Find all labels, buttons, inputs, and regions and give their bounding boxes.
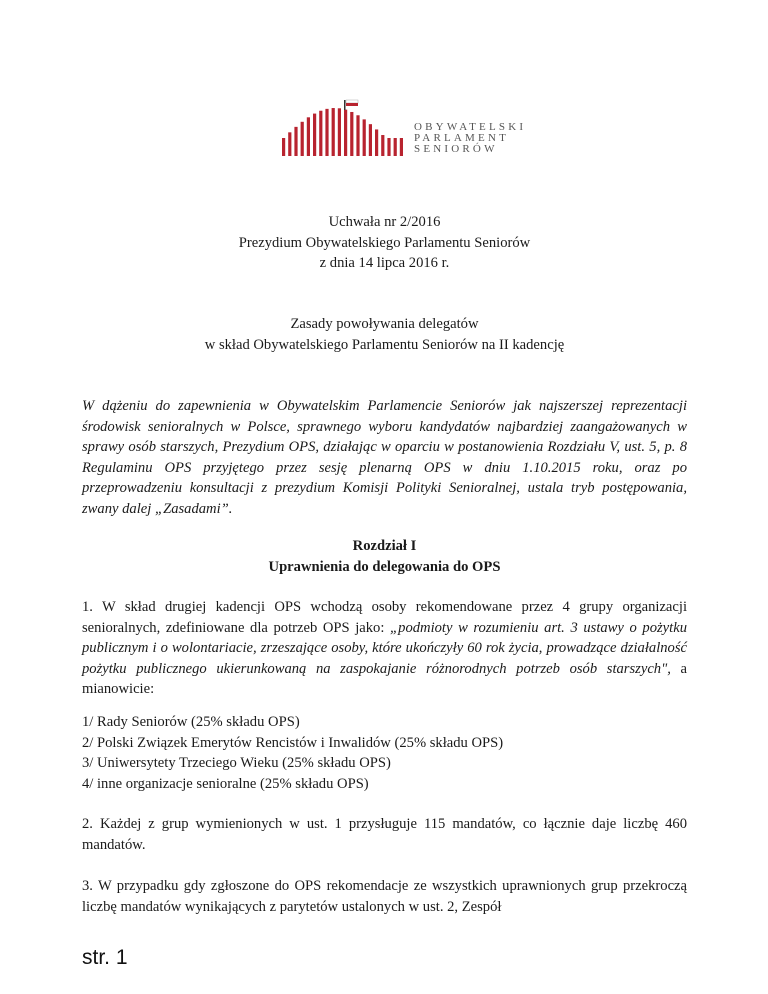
ops-logo	[280, 98, 527, 158]
page-number: str. 1	[82, 946, 128, 969]
flag-red	[346, 103, 358, 106]
logo-column	[394, 138, 397, 156]
paragraph-2: 2. Każdej z grup wymienionych w ust. 1 przysługuje 115 mandatów, co łącznie daje liczbę 460 mandatów.	[82, 816, 687, 853]
logo-column	[282, 138, 285, 156]
subject-line-2: w skład Obywatelskiego Parlamentu Seniorów na II kadencję	[204, 336, 565, 353]
resolution-header	[82, 212, 687, 274]
logo-column	[344, 110, 347, 156]
preamble: W dążeniu do zapewnienia w Obywatelskim Parlamencie Seniorów jak najszerszej reprezentacji środowisk senioralnych w Polsce, sprawnego wyboru kandydatów najbardziej zaangażowanych w sprawy osób starszych, Prezydium OPS, działając w oparciu w postanowienia Rozdziału V, ust. 5, p. 8 Regulaminu OPS przyjętego przez sesję plenarną OPS w dniu 1.10.2015 roku, oraz po przeprowadzeniu konsultacji z prezydium Komisji Polityki Senioralnej, ustala tryb postępowania, zwany dalej „Zasadami”.	[82, 398, 687, 517]
list-item: 2/ Polski Związek Emerytów Rencistów i Inwalidów (25% składu OPS)	[82, 734, 504, 751]
logo-column	[332, 108, 335, 156]
logo-column	[301, 122, 304, 156]
groups-list	[82, 712, 687, 794]
list-item: 4/ inne organizacje senioralne (25% składu OPS)	[82, 775, 369, 792]
logo-column	[375, 129, 378, 156]
chapter-heading	[82, 536, 687, 577]
resolution-subject	[82, 314, 687, 355]
logo-column	[338, 108, 341, 156]
paragraph-1-tail: a mianowicie:	[82, 660, 687, 697]
flag-pole	[344, 100, 346, 110]
paragraph-1-lead: 1. W skład drugiej kadencji OPS wchodzą osoby rekomendowane przez 4 grupy organizacji senioralnych, zdefiniowane dla potrzeb OPS jako:	[82, 599, 687, 636]
logo-column	[363, 119, 366, 156]
resolution-body: Prezydium Obywatelskiego Parlamentu Seniorów	[238, 234, 531, 251]
logo-column	[369, 124, 372, 156]
logo-column	[325, 109, 328, 156]
list-item: 3/ Uniwersytety Trzeciego Wieku (25% składu OPS)	[82, 755, 391, 771]
logo-column	[356, 115, 359, 156]
logo-text	[414, 122, 526, 155]
chapter-title: Rozdział I	[352, 538, 417, 554]
flag-white	[346, 100, 358, 103]
resolution-date: z dnia 14 lipca 2016 r.	[319, 255, 450, 271]
logo-column	[387, 138, 390, 156]
logo-column	[381, 135, 384, 156]
paragraph-1	[82, 597, 687, 700]
logo-line-2: PARLAMENT	[414, 132, 510, 144]
logo-line-1: OBYWATELSKI	[414, 121, 527, 133]
logo-column	[400, 138, 403, 156]
list-item: 1/ Rady Seniorów (25% składu OPS)	[82, 714, 300, 730]
logo-column	[288, 132, 291, 156]
logo-column	[319, 111, 322, 156]
resolution-number: Uchwała nr 2/2016	[328, 214, 441, 230]
logo-column	[294, 127, 297, 156]
logo-column	[307, 117, 310, 156]
logo-column	[313, 114, 316, 156]
logo-line-3: SENIORÓW	[414, 143, 498, 155]
chapter-subtitle: Uprawnienia do delegowania do OPS	[268, 558, 501, 575]
paragraph-3: 3. W przypadku gdy zgłoszone do OPS rekomendacje ze wszystkich uprawnionych grup przekroczą liczbę mandatów wynikających z parytetów ustalonych w ust. 2, Zespół	[82, 878, 687, 915]
logo-column	[350, 112, 353, 156]
subject-line-1: Zasady powoływania delegatów	[290, 316, 479, 332]
paragraph-1-quote: „podmioty w rozumieniu art. 3 ustawy o pożytku publicznym i o wolontariacie, zrzeszające osoby, które ukończyły 60 rok życia, prowadzące działalność pożytku publicznego ukierunkowaną na zaspokajanie różnorodnych potrzeb osób starszych",	[82, 619, 687, 677]
logo-columns-icon	[280, 98, 410, 158]
